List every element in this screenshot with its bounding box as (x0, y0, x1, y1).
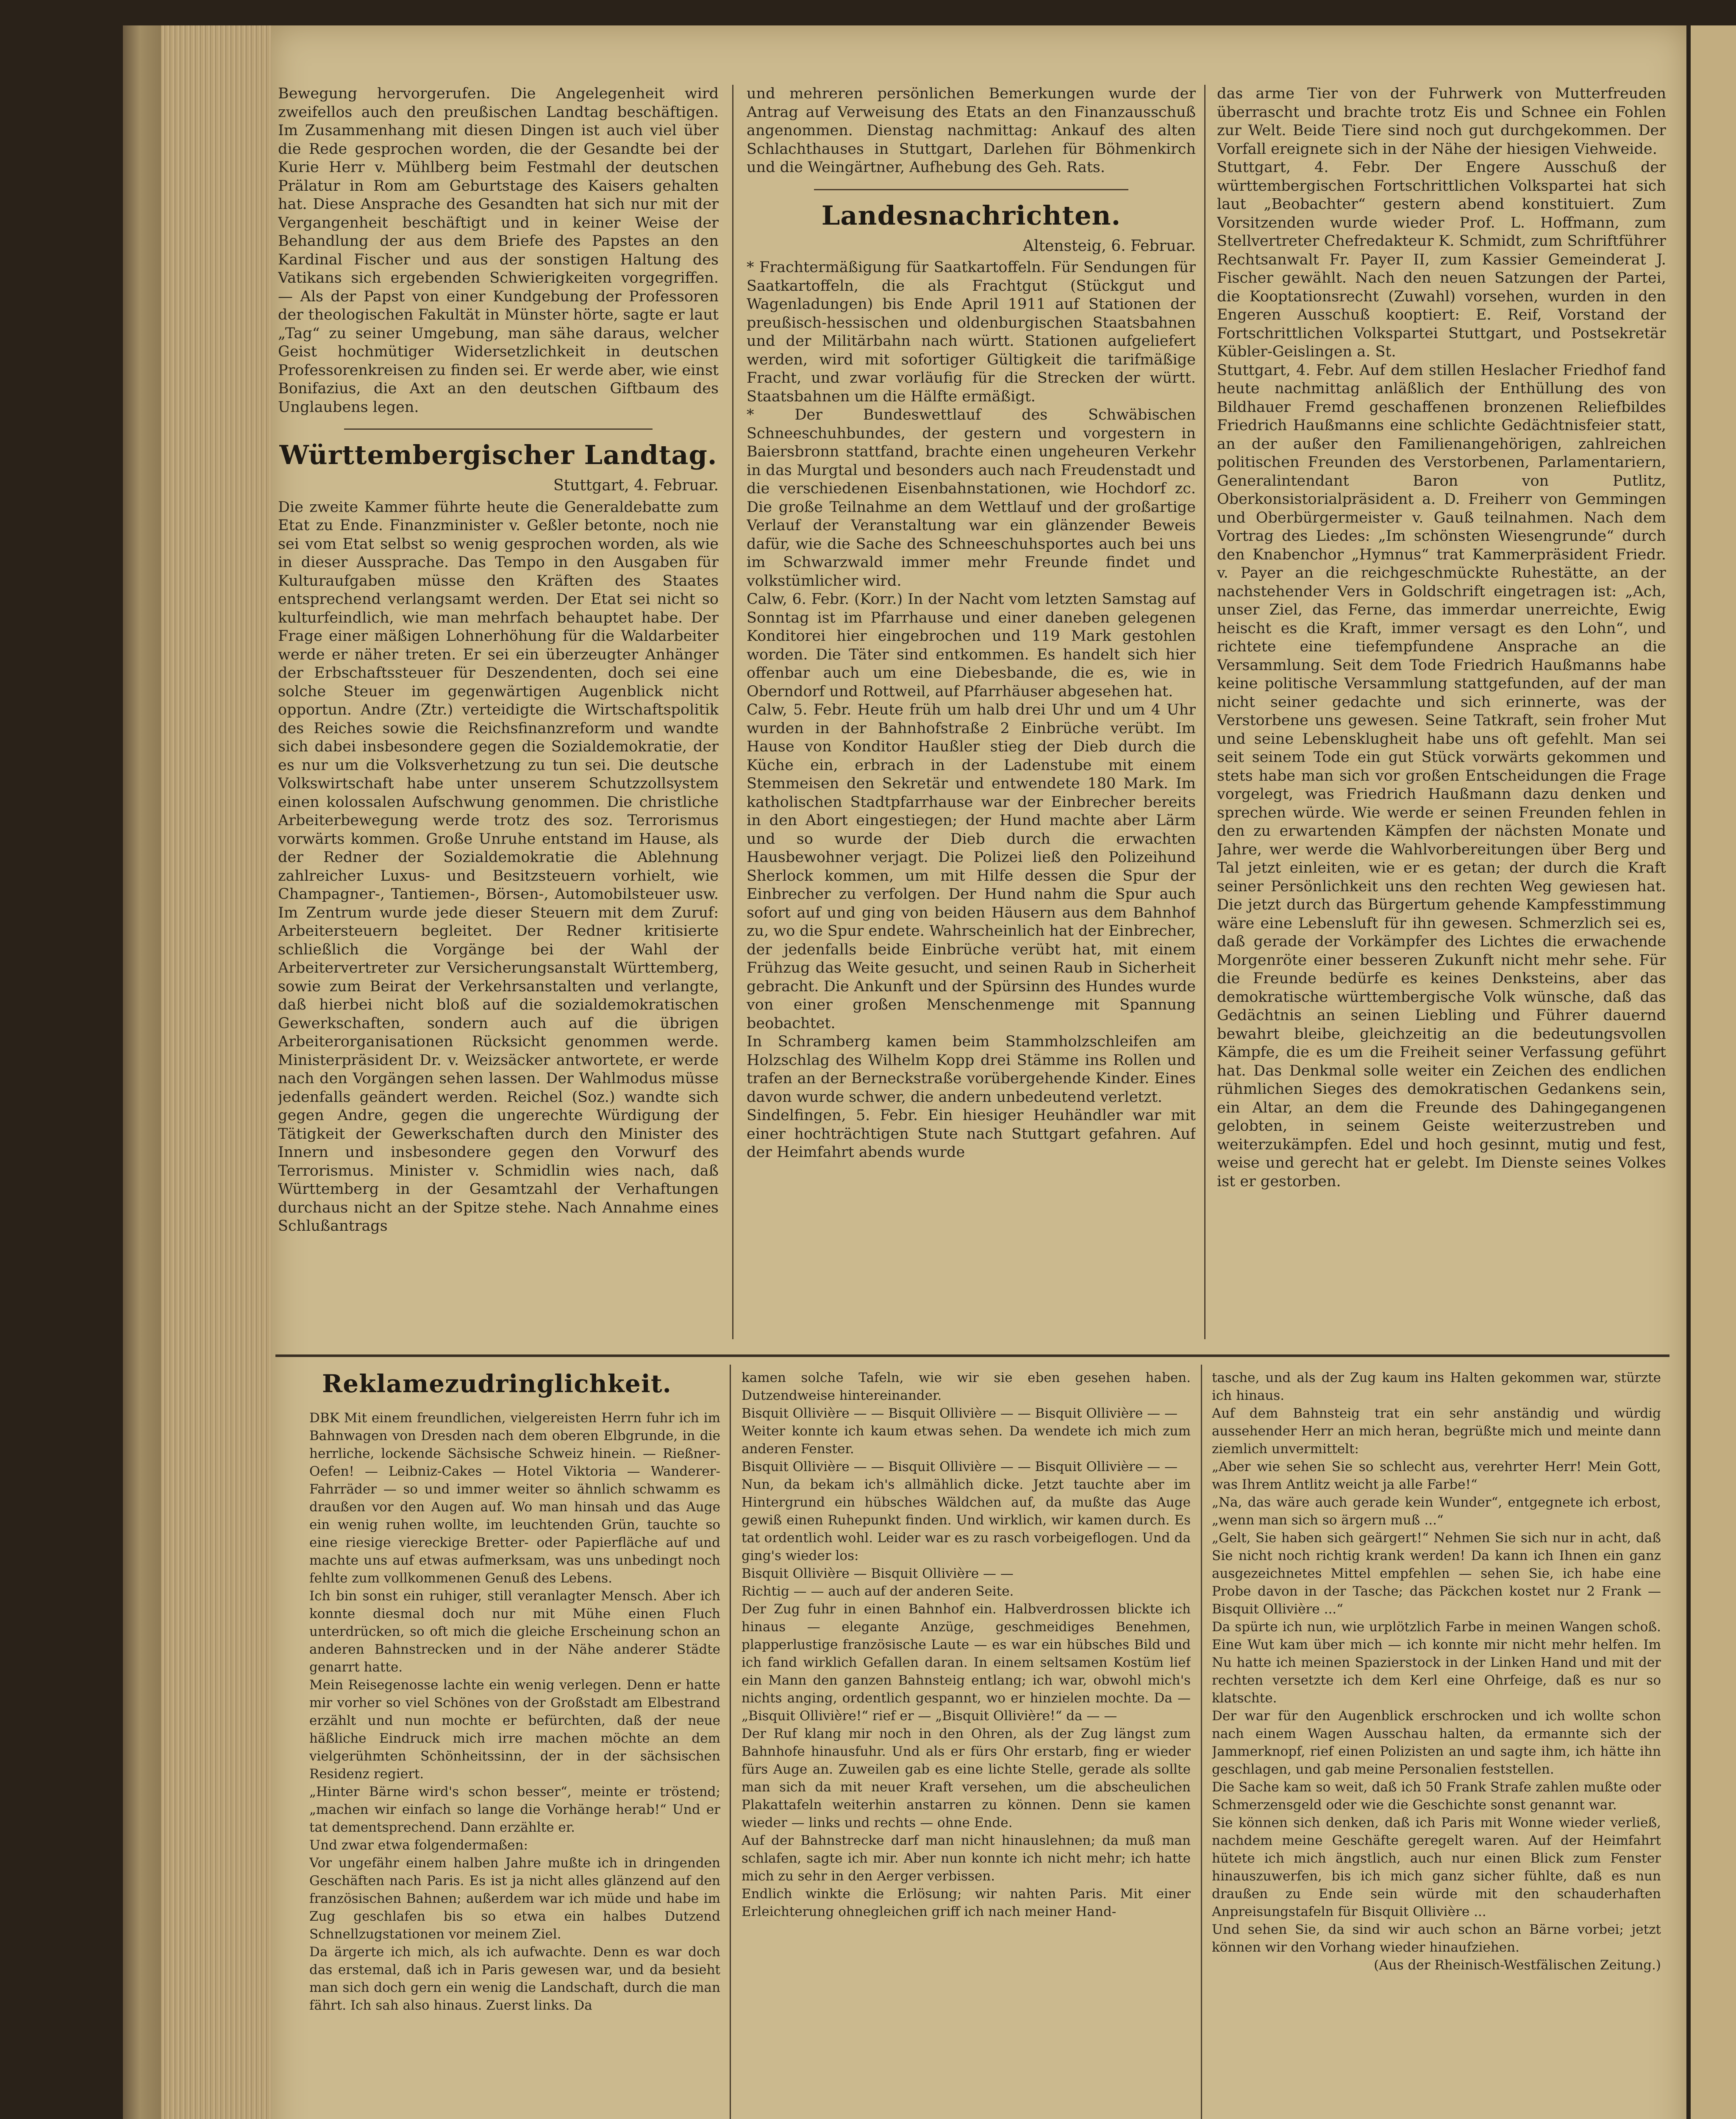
feuilleton-divider (275, 1354, 1669, 1357)
feuilleton-paragraph: Vor ungefähr einem halben Jahre mußte ich in dringenden Geschäften nach Paris. Es ist ja nicht alles glänzend auf den französischen Bahnen; außerdem war ich müde und habe im Zug geschlafen bis so etwa ein halbes Dutzend Schnellzugstationen vor meinem Ziel. (309, 1855, 720, 1942)
book-spine (123, 25, 165, 2119)
article-text: und mehreren persönlichen Bemerkungen wurde der Antrag auf Verweisung des Etats an den Finanzausschuß angenommen. Dienstag nachmittag: Ankauf des alten Schlachthauses in Stuttgart, Darlehen für Böhmenkirch und die Weingärtner, Aufhebung des Geh. Rats. (747, 85, 1196, 176)
feuilleton-paragraph: Der Zug fuhr in einen Bahnhof ein. Halbverdrossen blickte ich hinaus — elegante Anzüge, geschmeidiges Benehmen, plapperlustige französische Laute — es war ein hübsches Bild und ich fand wirklich Gefallen daran. In einem seltsamen Kostüm lief ein Mann den ganzen Bahnsteig entlang; ich war, obwohl mich's nichts anging, ordentlich gespannt, wo er hinzielen mochte. Da — „Bisquit Ollivière!“ rief er — „Bisquit Ollivière!“ da — — (742, 1602, 1191, 1724)
feuilleton-paragraph: „Na, das wäre auch gerade kein Wunder“, entgegnete ich erbost, „wenn man sich so ärgern muß ...“ (1212, 1495, 1661, 1528)
feuilleton-paragraph: Sie können sich denken, daß ich Paris mit Wonne wieder verließ, nachdem meine Geschäfte geregelt waren. Auf der Heimfahrt hütete ich mich ängstlich, auch nur einen Blick zum Fenster hinauszuwerfen, bis ich mich ganz sicher fühlte, daß es nun draußen zu Ende sein würde mit den schauderhaften Anpreisungstafeln für Bisquit Ollivière ... (1212, 1815, 1661, 1919)
feuilleton-heading: Reklamezudringlichkeit. (322, 1369, 672, 1398)
column-rule-1 (732, 85, 733, 1339)
bottom-column-rule-1 (730, 1365, 731, 2119)
section-separator (344, 428, 653, 430)
news-item: * Der Bundeswettlauf des Schwäbischen Schneeschuhbundes, der gestern und vorgestern in Baiersbronn stattfand, brachte einen ungeheuren Verkehr in das Murgtal und besonders auch nach Freudenstadt und die verschiedenen Eisenbahnstationen, wie Hochdorf zc. Die große Teilnahme an dem Wettlauf und der großartige Verlauf der Veranstaltung war ein glänzender Beweis dafür, wie die Sache des Schneeschuhsportes auch bei uns im Schwarzwald immer mehr Freunde findet und volkstümlicher wird. (747, 406, 1196, 590)
section-separator (814, 189, 1128, 190)
feuilleton-paragraph: „Gelt, Sie haben sich geärgert!“ Nehmen Sie sich nur in acht, daß Sie nicht noch richtig krank werden! Da kann ich Ihnen ein ganz ausgezeichnetes Mittel empfehlen — sehen Sie, ich habe eine Probe davon in der Tasche; das Päckchen kostet nur 2 Frank — Bisquit Ollivière ...“ (1212, 1530, 1661, 1617)
feuilleton-paragraph: Bisquit Ollivière — — Bisquit Ollivière — — Bisquit Ollivière — — (742, 1459, 1178, 1474)
news-item: Stuttgart, 4. Febr. Der Engere Ausschuß der württembergischen Fortschrittlichen Volkspartei hat sich laut „Beobachter“ gestern abend konstituiert. Zum Vorsitzenden wurde wieder Prof. L. Hoffmann, zum Stellvertreter Chefredakteur K. Schmidt, zum Schriftführer Rechtsanwalt Fr. Payer II, zum Kassier Gemeinderat J. Fischer gewählt. Nach den neuen Satzungen der Partei, die Kooptationsrecht (Zuwahl) vorsehen, wurden in den Engeren Ausschuß kooptiert: E. Reif, Vorstand der Fortschrittlichen Volkspartei Stuttgart, und Postsekretär Kübler-Geislingen a. St. (1217, 159, 1666, 360)
column-2 (747, 85, 1196, 1335)
article-text: Die zweite Kammer führte heute die Generaldebatte zum Etat zu Ende. Finanzminister v. Geßler betonte, noch nie sei vom Etat selbst so wenig gesprochen worden, als wie in dieser Aussprache. Das Tempo in den Ausgaben für Kulturaufgaben müsse den Kräften des Staates entsprechend verlangsamt werden. Der Etat sei nicht so kulturfeindlich, wie man mehrfach behauptet habe. Der Frage einer mäßigen Lohnerhöhung für die Waldarbeiter werde er näher treten. Er sei ein überzeugter Anhänger der Erbschaftssteuer für Deszendenten, doch sei eine solche Steuer im gegenwärtigen Augenblick nicht opportun. Andre (Ztr.) verteidigte die Wirtschaftspolitik des Reiches sowie die Reichsfinanzreform und wandte sich dabei insbesondere gegen die Sozialdemokratie, der es nur um die Volksverhetzung zu tun sei. Die deutsche Volkswirtschaft habe unter unserem Schutzzollsystem einen kolossalen Aufschwung genommen. Die christliche Arbeiterbewegung werde trotz des soz. Terrorismus vorwärts kommen. Große Unruhe entstand im Hause, als der Redner der Sozialdemokratie die Ablehnung zahlreicher Luxus- und Besitzsteuern vorhielt, wie Champagner-, Tantiemen-, Börsen-, Automobilsteuer usw. Im Zentrum wurde jede dieser Steuern mit dem Zuruf: Arbeitersteuern begleitet. Der Redner kritisierte schließlich die Vorgänge bei der Wahl der Arbeitervertreter zur Versicherungsanstalt Württemberg, sowie zum Beirat der Verkehrsanstalten und verlangte, daß hierbei nicht bloß auf die sozialdemokratischen Gewerkschaften, sondern auch auf die übrigen Arbeiterorganisationen Rücksicht genommen werde. Ministerpräsident Dr. v. Weizsäcker antwortete, er werde nach den Vorgängen sehen lassen. Der Wahlmodus müsse jedenfalls geändert werden. Reichel (Soz.) wandte sich gegen Andre, gegen die ungerechte Würdigung der Tätigkeit der Gewerkschaften durch den Minister des Innern und insbesondere gegen den Vorwurf des Terrorismus. Minister v. Schmidlin wies nach, daß Württemberg in der Gesamtzahl der Verhaftungen durchaus nicht an der Spitze stehe. Nach Annahme eines Schlußantrags (278, 498, 719, 1235)
column-rule-2 (1204, 85, 1205, 1339)
section-heading-landtag: Württembergischer Landtag. (279, 439, 717, 470)
feuilleton-paragraph: Bisquit Ollivière — — Bisquit Ollivière — — Bisquit Ollivière — — (742, 1406, 1178, 1421)
facing-page-edge (1691, 25, 1736, 2119)
feuilleton-paragraph: Und zwar etwa folgendermaßen: (309, 1838, 528, 1853)
news-item: Stuttgart, 4. Febr. Auf dem stillen Heslacher Friedhof fand heute nachmittag anläßlich der Enthüllung des von Bildhauer Fremd geschaffenen bronzenen Reliefbildes Friedrich Haußmanns eine schlichte Gedächtnisfeier statt, an der außer den Familienangehörigen, zahlreichen politischen Freunden des Verstorbenen, Parlamentariern, Generalintendant Baron von Putlitz, Oberkonsistorialpräsident a. D. Freiherr von Gemmingen und Oberbürgermeister v. Gauß teilnahmen. Nach dem Vortrag des Liedes: „Im schönsten Wiesengrunde“ durch den Knabenchor „Hymnus“ trat Kammerpräsident Friedr. v. Payer an die reichgeschmückte Ruhestätte, an der nachstehender Vers in Goldschrift eingetragen ist: „Ach, unser Ziel, das Ferne, das immerdar unerreichte, Ewig heischt es die Kraft, immer versagt es den Lohn“, und richtete eine tiefempfundene Ansprache an die Versammlung. Seit dem Tode Friedrich Haußmanns habe keine politische Versammlung stattgefunden, auf der man nicht seiner gedachte und sich erinnerte, was der Verstorbene uns gewesen. Seine Tatkraft, sein froher Mut und seine Lebensklugheit habe uns oft gefehlt. Man sei seit seinem Tode ein gut Stück vorwärts gekommen und stets habe man sich vor großen Entscheidungen die Frage vorgelegt, was Friedrich Haußmann dazu denken und sprechen würde. Wie werde er seinen Freunden fehlen in den zu erwartenden Kämpfen der nächsten Monate und Jahre, wer werde die Wahlvorbereitungen über Berg und Tal jetzt einleiten, wie er es getan; der durch die Kraft seiner Persönlichkeit uns den rechten Weg gewiesen hat. Die jetzt durch das Bürgertum gehende Kampfesstimmung wäre eine Lebensluft für ihn gewesen. Schmerzlich sei es, daß gerade der Vorkämpfer des Lichtes die erwachende Morgenröte einer besseren Zukunft nicht mehr sehe. Für die Freunde bedürfe es keines Denksteins, aber das demokratische württembergische Volk wünsche, daß das Gedächtnis an seinen Liebling und Führer dauernd bewahrt bleibe, gleichzeitig an die bedeutungsvollen Kämpfe, die es um die Freiheit seiner Verfassung geführt hat. Das Denkmal solle weiter ein Zeichen des endlichen rühmlichen Sieges des demokratischen Gedankens sein, ein Altar, an dem die Freunde des Dahingegangenen gelobten, in seinem Geiste weiterzustreben und weiterzukämpfen. Edel und hoch gesinnt, mutig und fest, weise und gerecht hat er gelebt. Im Dienste seines Volkes ist er gestorben. (1217, 362, 1666, 1190)
news-item: Sindelfingen, 5. Febr. Ein hiesiger Heuhändler war mit einer hochträchtigen Stute nach Stuttgart gefahren. Auf der Heimfahrt abends wurde (747, 1107, 1196, 1161)
news-item: Calw, 6. Febr. (Korr.) In der Nacht vom letzten Samstag auf Sonntag ist im Pfarrhause und einer daneben gelegenen Konditorei hier eingebrochen und 119 Mark gestohlen worden. Die Täter sind entkommen. Es handelt sich hier offenbar auch um eine Diebesbande, die es, wie in Oberndorf und Rottweil, auf Pfarrhäuser abgesehen hat. (747, 591, 1196, 700)
feuilleton-paragraph: Da ärgerte ich mich, als ich aufwachte. Denn es war doch das erstemal, daß ich in Paris gewesen war, und da besieht man sich doch gern ein wenig die Landschaft, durch die man fährt. Ich sah also hinaus. Zuerst links. Da (309, 1944, 720, 2013)
news-item: das arme Tier von der Fuhrwerk von Mutterfreuden überrascht und brachte trotz Eis und Schnee ein Fohlen zur Welt. Beide Tiere sind noch gut durchgekommen. Der Vorfall ereignete sich in der Nähe der hiesigen Viehweide. (1217, 85, 1666, 158)
dateline: Altensteig, 6. Februar. (1023, 237, 1196, 255)
column-1 (278, 85, 719, 1335)
feuilleton-paragraph: „Aber wie sehen Sie so schlecht aus, verehrter Herr! Mein Gott, was Ihrem Antlitz weicht ja alle Farbe!“ (1212, 1459, 1661, 1492)
feuilleton-column-1 (309, 1367, 720, 2087)
bottom-column-rule-2 (1201, 1365, 1202, 2119)
feuilleton-paragraph: Richtig — — auch auf der anderen Seite. (742, 1584, 1014, 1599)
dateline: Stuttgart, 4. Februar. (553, 477, 719, 494)
feuilleton-paragraph: Der Ruf klang mir noch in den Ohren, als der Zug längst zum Bahnhofe hinausfuhr. Und als er fürs Ohr erstarb, fing er wieder fürs Auge an. Zuweilen gab es eine lichte Stelle, gerade als sollte man sich da mit neuer Kraft versehen, um die abscheulichen Plakattafeln weiterhin anstarren zu können. Denn sie kamen wieder — links und rechts — ohne Ende. (742, 1726, 1191, 1830)
news-item: In Schramberg kamen beim Stammholzschleifen am Holzschlag des Wilhelm Kopp drei Stämme ins Rollen und trafen an der Berneckstraße vorübergehende Kinder. Eines davon wurde schwer, die andern unbedeutend verletzt. (747, 1033, 1196, 1106)
feuilleton-paragraph: Auf der Bahnstrecke darf man nicht hinauslehnen; da muß man schlafen, sagte ich mir. Aber nun konnte ich nicht mehr; ich hatte mich zu sehr in den Aerger verbissen. (742, 1833, 1191, 1884)
feuilleton-paragraph: Auf dem Bahnsteig trat ein sehr anständig und würdig aussehender Herr an mich heran, begrüßte mich und meinte dann ziemlich unvermittelt: (1212, 1406, 1661, 1457)
feuilleton-paragraph: tasche, und als der Zug kaum ins Halten gekommen war, stürzte ich hinaus. (1212, 1370, 1661, 1403)
feuilleton-paragraph: kamen solche Tafeln, wie wir sie eben gesehen haben. Dutzendweise hintereinander. (742, 1370, 1191, 1403)
section-heading-landesnachrichten: Landesnachrichten. (821, 200, 1121, 231)
feuilleton-paragraph: Ich bin sonst ein ruhiger, still veranlagter Mensch. Aber ich konnte diesmal doch nur mit Mühe einen Fluch unterdrücken, so oft mich die gleiche Erscheinung schon an anderen Bahnstrecken und in der Nähe anderer Städte genarrt hatte. (309, 1588, 720, 1675)
column-3 (1217, 85, 1666, 1335)
article-text: Bewegung hervorgerufen. Die Angelegenheit wird zweifellos auch den preußischen Landtag beschäftigen. Im Zusammenhang mit diesen Dingen ist auch viel über die Rede gesprochen worden, die der Gesandte bei der Kurie Herr v. Mühlberg beim Festmahl der deutschen Prälatur in Rom am Geburtstage des Kaisers gehalten hat. Diese Ansprache des Gesandten hat sich nur mit der Vergangenheit beschäftigt und in keiner Weise der Behandlung der aus dem Briefe des Papstes an den Kardinal Fischer und aus der sonstigen Haltung des Vatikans sich ergebenden Schwierigkeiten vorgegriffen. — Als der Papst von einer Kundgebung der Professoren der theologischen Fakultät in Münster hörte, sagte er laut „Tag“ zu seiner Umgebung, man sähe daraus, welcher Geist hochmütiger Widersetzlichkeit in deutschen Professorenkreisen zu finden sei. Er werde aber, wie einst Bonifazius, die Axt an den deutschen Giftbaum des Unglaubens legen. (278, 85, 719, 416)
feuilleton-column-3 (1212, 1369, 1661, 2119)
news-item: Calw, 5. Febr. Heute früh um halb drei Uhr und um 4 Uhr wurden in der Bahnhofstraße 2 Einbrüche verübt. Im Hause von Konditor Haußler stieg der Dieb durch die Küche ein, erbrach in der Ladenstube mit einem Stemmeisen den Sekretär und entwendete 180 Mark. Im katholischen Stadtpfarrhause war der Einbrecher bereits in den Abort eingestiegen; der Hund machte aber Lärm und so wurde der Dieb durch die erwachten Hausbewohner verjagt. Die Polizei ließ den Polizeihund Sherlock kommen, um mit Hilfe dessen die Spur der Einbrecher zu verfolgen. Der Hund nahm die Spur auch sofort auf und ging von beiden Häusern aus dem Bahnhof zu, wo die Spur endete. Wahrscheinlich hat der Einbrecher, der jedenfalls beide Einbrüche verübt hat, mit einem Frühzug das Weite gesucht, und seinen Raub in Sicherheit gebracht. Die Ankunft und der Spürsinn des Hundes wurde von einer großen Menschenmenge mit Spannung beobachtet. (747, 701, 1196, 1032)
news-item: * Frachtermäßigung für Saatkartoffeln. Für Sendungen für Saatkartoffeln, die als Frachtgut (Stückgut und Wagenladungen) bis Ende April 1911 auf Stationen der preußisch-hessischen und oldenburgischen Staatsbahnen und der Militärbahn nach württ. Stationen aufgeliefert werden, wird mit sofortiger Gültigkeit die tarifmäßige Fracht, und zwar vorläufig für die Strecken der württ. Staatsbahnen um die Hälfte ermäßigt. (747, 259, 1196, 405)
feuilleton-paragraph: Der war für den Augenblick erschrocken und ich wollte schon nach einem Wagen Ausschau halten, da ermannte sich der Jammerknopf, rief einen Polizisten an und sagte ihm, ich hätte ihn geschlagen, und gab meine Personalien feststellen. (1212, 1708, 1661, 1777)
feuilleton-paragraph: Weiter konnte ich kaum etwas sehen. Da wendete ich mich zum anderen Fenster. (742, 1424, 1191, 1457)
feuilleton-paragraph: Nun, da bekam ich's allmählich dicke. Jetzt tauchte aber im Hintergrund ein hübsches Wäldchen auf, da mußte das Auge gewiß einen Ruhepunkt finden. Und wirklich, wir kamen durch. Es tat ordentlich wohl. Leider war es zu rasch vorbeigeflogen. Und da ging's wieder los: (742, 1477, 1191, 1563)
feuilleton-paragraph: Und sehen Sie, da sind wir auch schon an Bärne vorbei; jetzt können wir den Vorhang wieder hinaufziehen. (1212, 1922, 1661, 1955)
feuilleton-paragraph: Mein Reisegenosse lachte ein wenig verlegen. Denn er hatte mir vorher so viel Schönes von der Großstadt am Elbestrand erzählt und nun mochte er befürchten, daß der neue häßliche Eindruck mich irre machen möchte an dem vielgerühmten Schönheitssinn, der in der sächsischen Residenz regiert. (309, 1677, 720, 1782)
feuilleton-paragraph: „Hinter Bärne wird's schon besser“, meinte er tröstend; „machen wir einfach so lange die Vorhänge herab!“ Und er tat dementsprechend. Dann erzählte er. (309, 1784, 720, 1835)
feuilleton-paragraph: Endlich winkte die Erlösung; wir nahten Paris. Mit einer Erleichterung ohnegleichen griff ich nach meiner Hand- (742, 1886, 1191, 1919)
feuilleton-paragraph: Bisquit Ollivière — Bisquit Ollivière — — (742, 1566, 1014, 1581)
source-attribution: (Aus der Rheinisch-Westfälischen Zeitung.) (1374, 1958, 1661, 1973)
feuilleton-paragraph: Da spürte ich nun, wie urplötzlich Farbe in meinen Wangen schoß. Eine Wut kam über mich — ich konnte mir nicht mehr helfen. Im Nu hatte ich meinen Spazierstock in der Linken Hand und mit der rechten versetzte ich dem Kerl eine Ohrfeige, daß es nur so klatschte. (1212, 1619, 1661, 1706)
page-stack-edge (161, 25, 271, 2119)
feuilleton-paragraph: Die Sache kam so weit, daß ich 50 Frank Strafe zahlen mußte oder Schmerzensgeld oder wie die Geschichte sonst genannt war. (1212, 1780, 1661, 1813)
feuilleton-column-2 (742, 1369, 1191, 2119)
feuilleton-paragraph: DBK Mit einem freundlichen, vielgereisten Herrn fuhr ich im Bahnwagen von Dresden nach dem oberen Elbgrunde, in die herrliche, lockende Sächsische Schweiz hinein. — Rießner-Oefen! — Leibniz-Cakes — Hotel Viktoria — Wanderer-Fahrräder — so und immer weiter so ähnlich schwamm es draußen vor den Augen auf. Wo man hinsah und das Auge ein wenig ruhen wollte, im leuchtenden Grün, tauchte so eine riesige viereckige Bretter- oder Papierfläche auf und machte uns auf etwas aufmerksam, was uns unbedingt noch fehlte zum vollkommenen Genuß des Lebens. (309, 1410, 720, 1586)
